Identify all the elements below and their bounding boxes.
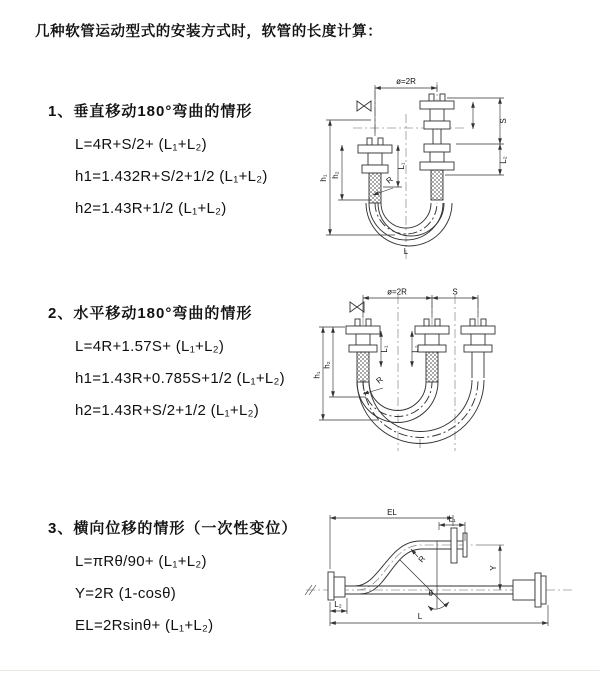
hose-u-curves [366, 203, 452, 246]
formula-h2: h2=1.43R+1/2 (L₁+L₂) [75, 200, 227, 217]
dim-label-h1: h₁ [312, 371, 322, 379]
diagram-vertical-bend-180 [315, 72, 600, 267]
section-lateral-displacement [48, 517, 297, 642]
dim-label-theta: θ [428, 589, 433, 598]
left-flange [328, 572, 345, 600]
dim-label-l2: L₂ [334, 600, 342, 609]
dimensions [319, 77, 508, 256]
dim-label-l2: L₂ [499, 156, 508, 164]
dim-label-l1: L₁ [448, 514, 456, 524]
section-horizontal-move [48, 302, 285, 427]
right-flange-lower [420, 144, 454, 200]
hose-body [305, 541, 513, 609]
dim-label-length: L [417, 612, 423, 621]
section-2-heading: 2、水平移动180°弯曲的情形 [48, 305, 253, 322]
section-1-heading: 1、垂直移动180°弯曲的情形 [48, 103, 253, 120]
valve-icon [350, 302, 364, 312]
dim-label-el: EL [387, 508, 397, 517]
right-flange-original [513, 573, 546, 607]
section-3-heading: 3、横向位移的情形（一次性变位） [48, 520, 298, 537]
dim-label-l1: L₁ [380, 345, 389, 353]
left-flange [358, 138, 392, 203]
dim-label-h2: h₂ [331, 171, 340, 179]
dim-label-width: ø=2R [387, 287, 407, 297]
dimensions [330, 508, 548, 626]
right-flange-displaced [461, 319, 495, 378]
dim-label-s: S [499, 118, 508, 124]
dim-label-s: S [452, 287, 458, 297]
dim-label-h1: h₁ [319, 174, 328, 182]
valve-icon [357, 101, 371, 111]
upper-flange-displaced [451, 528, 467, 563]
formula-EL: EL=2Rsinθ+ (L₁+L₂) [75, 617, 214, 634]
section-vertical-move [48, 100, 268, 225]
formula-L: L=πRθ/90+ (L₁+L₂) [75, 553, 207, 570]
page-title: 几种软管运动型式的安装方式时，软管的长度计算： [35, 24, 383, 40]
dim-label-l1: L₁ [397, 162, 406, 170]
right-flange-upper [420, 94, 454, 144]
dim-label-radius: R [384, 174, 395, 186]
formula-h1: h1=1.43R+0.785S+1/2 (L₁+L₂) [75, 370, 285, 387]
dim-label-h2: h₂ [322, 361, 332, 369]
dim-label-width: ø=2R [396, 77, 416, 86]
middle-flange [415, 319, 449, 382]
formula-L: L=4R+1.57S+ (L₁+L₂) [75, 338, 225, 355]
dim-label-radius: R [374, 374, 385, 386]
dim-label-l2: L₂ [411, 345, 420, 353]
centerlines [363, 295, 478, 451]
page-bottom-rule [0, 670, 600, 671]
formula-h1: h1=1.432R+S/2+1/2 (L₁+L₂) [75, 168, 268, 185]
dimensions [313, 288, 479, 421]
diagram-lateral-displacement [300, 505, 600, 650]
formula-Y: Y=2R (1-cosθ) [75, 585, 177, 602]
left-flange [346, 319, 380, 382]
dim-label-length: L [403, 247, 409, 256]
dim-label-y: Y [489, 565, 498, 571]
formula-h2: h2=1.43R+S/2+1/2 (L₁+L₂) [75, 402, 260, 419]
dim-label-radius: R [416, 554, 428, 565]
formula-L: L=4R+S/2+ (L₁+L₂) [75, 136, 207, 153]
diagram-horizontal-bend-180 [312, 283, 600, 458]
